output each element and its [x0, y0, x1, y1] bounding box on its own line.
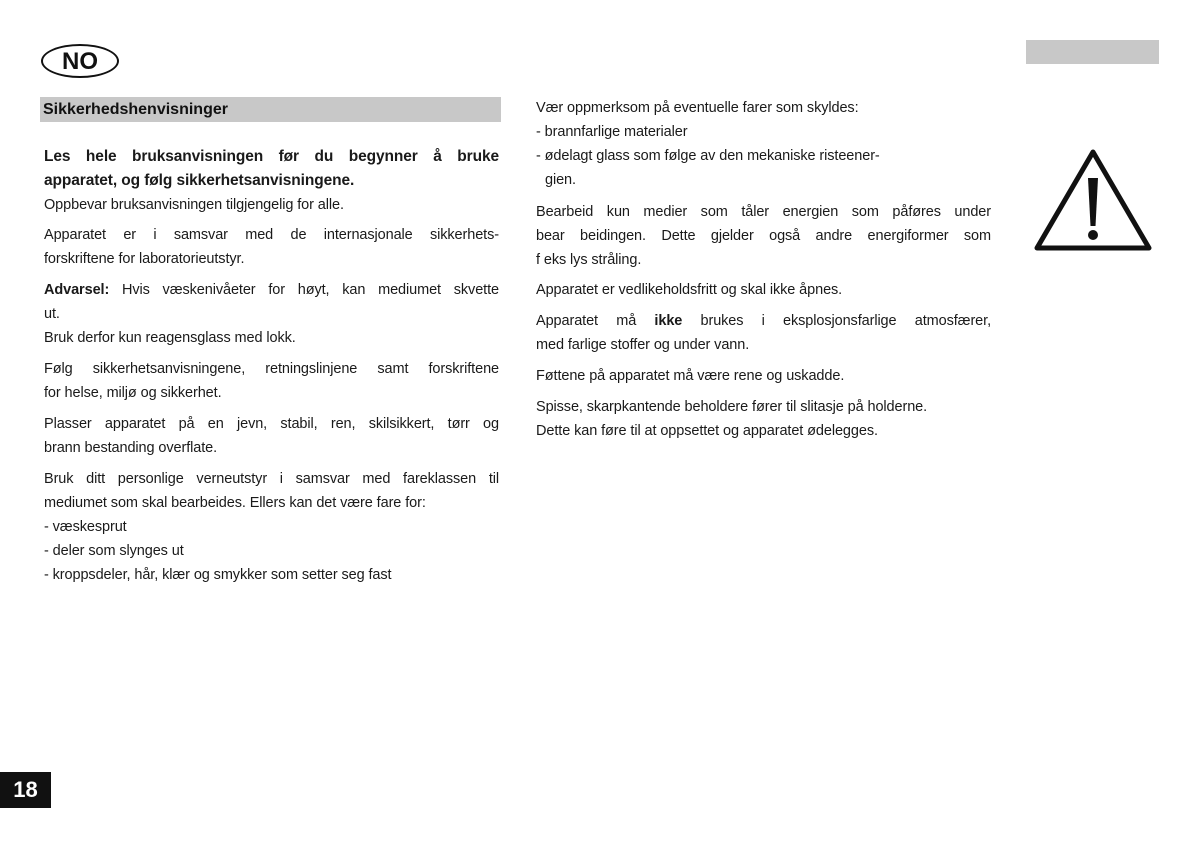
paragraph-line: [536, 335, 991, 355]
text: gien.: [545, 172, 576, 188]
section-title: Sikkerhedshenvisninger: [40, 97, 501, 122]
text: Apparatet er i samsvar med de internasjonale sikkerhets-: [44, 227, 499, 243]
paragraph-line: [536, 250, 991, 270]
text: - kroppsdeler, hår, klær og smykker som setter seg fast: [44, 567, 392, 583]
text: Følg sikkerhetsanvisningene, retningslinjene samt forskriftene: [44, 361, 499, 377]
paragraph-line: [536, 421, 991, 441]
text: Oppbevar bruksanvisningen tilgjengelig for alle.: [44, 197, 344, 213]
text: Plasser apparatet på en jevn, stabil, ren, skilsikkert, tørr og: [44, 416, 499, 432]
paragraph-line: [44, 225, 499, 245]
paragraph-line: [44, 493, 499, 513]
text: Bruk derfor kun reagensglass med lokk.: [44, 330, 296, 346]
text: - ødelagt glass som følge av den mekaniske risteener-: [536, 148, 880, 164]
text: - brannfarlige materialer: [536, 124, 688, 140]
text: f eks lys stråling.: [536, 252, 642, 268]
paragraph-line: [536, 146, 991, 166]
paragraph-line: [536, 98, 991, 118]
text: mediumet som skal bearbeides. Ellers kan det være fare for:: [44, 495, 426, 511]
paragraph-line: [536, 122, 991, 142]
text: Bearbeid kun medier som tåler energien som påføres under: [536, 204, 991, 220]
paragraph-line: [536, 226, 991, 246]
language-badge: NO: [41, 44, 119, 78]
emphasis: Advarsel:: [44, 282, 110, 298]
text: - væskesprut: [44, 519, 127, 535]
text: Apparatet er vedlikeholdsfritt og skal ikke åpnes.: [536, 282, 843, 298]
text: brukes i eksplosjonsfarlige atmosfærer,: [682, 313, 991, 329]
text: Hvis væskenivåeter for høyt, kan mediumet skvette: [109, 282, 499, 298]
paragraph-line: [44, 517, 499, 537]
text: med farlige stoffer og under vann.: [536, 337, 750, 353]
paragraph-line: [536, 311, 991, 331]
text: - deler som slynges ut: [44, 543, 184, 559]
text: forskriftene for laboratorieutstyr.: [44, 251, 245, 267]
text: for helse, miljø og sikkerhet.: [44, 385, 222, 401]
paragraph-line: [44, 541, 499, 561]
text: brann bestanding overflate.: [44, 440, 218, 456]
paragraph-line: [44, 565, 499, 585]
text: Vær oppmerksom på eventuelle farer som skyldes:: [536, 100, 859, 116]
paragraph-line: [44, 171, 499, 191]
paragraph-line: [536, 397, 991, 417]
paragraph-line: [44, 359, 499, 379]
paragraph-line: [44, 328, 499, 348]
paragraph-line: [44, 469, 499, 489]
paragraph-line: [44, 438, 499, 458]
paragraph-line: [44, 304, 499, 324]
paragraph-line: [44, 147, 499, 167]
text: ut.: [44, 306, 60, 322]
paragraph-line: [545, 170, 991, 190]
text: bear beidingen. Dette gjelder også andre energiformer som: [536, 228, 991, 244]
text: Apparatet må: [536, 313, 655, 329]
paragraph-line: [536, 202, 991, 222]
paragraph-line: [44, 280, 499, 300]
paragraph-line: [44, 383, 499, 403]
text: apparatet, og følg sikkerhetsanvisningene.: [44, 172, 355, 189]
paragraph-line: [536, 280, 991, 300]
text: Spisse, skarpkantende beholdere fører til slitasje på holderne.: [536, 399, 928, 415]
paragraph-line: [44, 249, 499, 269]
paragraph-line: [44, 414, 499, 434]
page-number: 18: [0, 772, 51, 808]
text: Les hele bruksanvisningen før du begynner å bruke: [44, 148, 499, 165]
warning-triangle-icon: [1033, 148, 1153, 252]
paragraph-line: [536, 366, 991, 386]
header-bar: [1026, 40, 1159, 64]
paragraph-line: [44, 195, 499, 215]
text: Føttene på apparatet må være rene og uskadde.: [536, 368, 845, 384]
emphasis: ikke: [654, 313, 683, 329]
text: Bruk ditt personlige verneutstyr i samsvar med fareklassen til: [44, 471, 499, 487]
text: Dette kan føre til at oppsettet og apparatet ødelegges.: [536, 423, 878, 439]
